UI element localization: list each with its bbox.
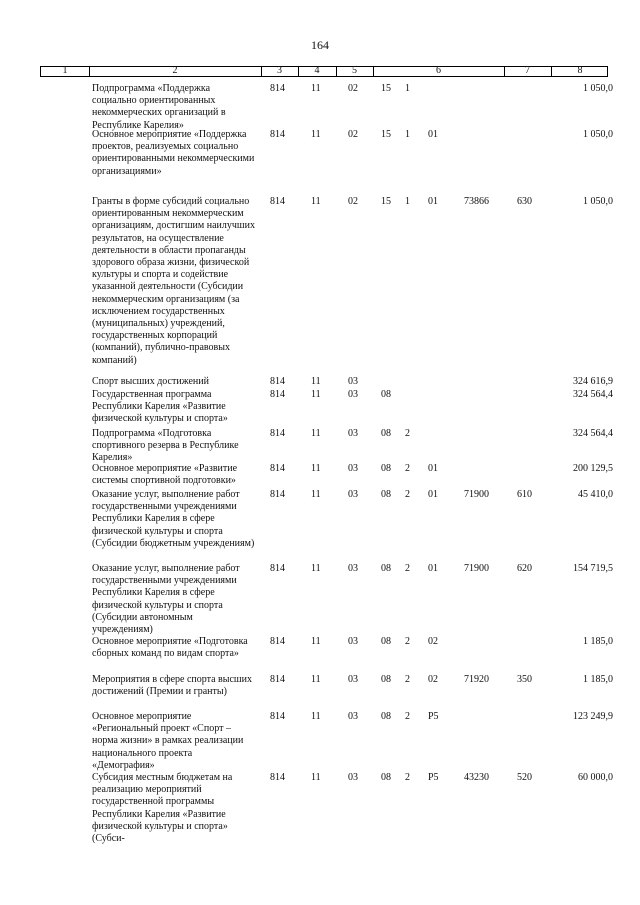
cell-cs: 73866 [464, 196, 489, 207]
page-number: 164 [311, 38, 329, 52]
cell-p3: P5 [428, 711, 439, 722]
cell-p2: 2 [405, 563, 410, 574]
cell-sum: 324 564,4 [573, 389, 613, 400]
cell-p1: 08 [381, 636, 391, 647]
cell-p2: 2 [405, 636, 410, 647]
cell-gr: 814 [270, 428, 285, 439]
cell-vr: 520 [517, 772, 532, 783]
cell-p1: 08 [381, 389, 391, 400]
cell-gr: 814 [270, 772, 285, 783]
cell-gr: 814 [270, 674, 285, 685]
cell-sum: 324 616,9 [573, 376, 613, 387]
cell-cs: 71900 [464, 489, 489, 500]
cell-p1: 08 [381, 463, 391, 474]
cell-pr: 03 [348, 389, 358, 400]
row-name: Основное мероприятие «Региональный проект «Спорт – норма жизни» в рамках реализации национального проекта «Демография» [92, 711, 244, 771]
cell-p1: 15 [381, 196, 391, 207]
row-name: Гранты в форме субсидий социально ориентированным некоммерческим организациям, достигшим наилучших результатов, на осуществление деятельности в области пропаганды здорового образа жизни, физической культуры и спорта и содействие указанной деятельности (Субсидии некоммерческим организациям (за исключением государственных (муниципальных) учреждений, государственных корпораций (компаний), публично-правовых компаний) [92, 196, 255, 366]
row-name: Оказание услуг, выполнение работ государственными учреждениями Республики Карелия в сфере физической культуры и спорта (Субсидии автономным учреждениям) [92, 563, 240, 636]
cell-p3: 01 [428, 563, 438, 574]
cell-p3: 01 [428, 489, 438, 500]
cell-pr: 03 [348, 376, 358, 387]
header-col-7: 7 [525, 65, 530, 76]
cell-pr: 02 [348, 83, 358, 94]
cell-p3: 01 [428, 196, 438, 207]
cell-sum: 123 249,9 [573, 711, 613, 722]
row-name: Основное мероприятие «Развитие системы спортивной подготовки» [92, 463, 238, 487]
cell-pr: 02 [348, 129, 358, 140]
cell-gr: 814 [270, 711, 285, 722]
cell-p2: 2 [405, 489, 410, 500]
row-name: Мероприятия в сфере спорта высших достижений (Премии и гранты) [92, 674, 252, 698]
cell-p1: 08 [381, 711, 391, 722]
cell-cs: 71900 [464, 563, 489, 574]
row-name: Основное мероприятие «Подготовка сборных команд по видам спорта» [92, 636, 248, 660]
cell-gr: 814 [270, 376, 285, 387]
header-col-6: 6 [436, 65, 441, 76]
header-col-4: 4 [314, 65, 320, 76]
cell-p2: 2 [405, 463, 410, 474]
cell-sum: 1 050,0 [583, 196, 613, 207]
cell-pr: 03 [348, 489, 358, 500]
cell-sum: 1 050,0 [583, 129, 613, 140]
header-col-1: 1 [62, 65, 68, 76]
row-name: Оказание услуг, выполнение работ государственными учреждениями Республики Карелия в сфере физической культуры и спорта (Субсидии бюджетным учреждениям) [92, 489, 255, 549]
cell-p2: 2 [405, 772, 410, 783]
cell-p2: 1 [405, 196, 410, 207]
cell-rz: 11 [311, 489, 321, 500]
cell-sum: 60 000,0 [578, 772, 613, 783]
row-name: Подпрограмма «Подготовка спортивного резерва в Республике Карелия» [92, 428, 239, 464]
cell-cs: 43230 [464, 772, 489, 783]
row-name: Подпрограмма «Поддержка социально ориентированных некоммерческих организаций в Республике Карелия» [92, 83, 226, 131]
cell-p2: 2 [405, 428, 410, 439]
cell-pr: 03 [348, 772, 358, 783]
header-col-8: 8 [577, 65, 583, 76]
cell-p1: 15 [381, 129, 391, 140]
cell-sum: 45 410,0 [578, 489, 613, 500]
cell-sum: 1 185,0 [583, 636, 613, 647]
cell-pr: 03 [348, 636, 358, 647]
cell-rz: 11 [311, 636, 321, 647]
cell-gr: 814 [270, 463, 285, 474]
cell-gr: 814 [270, 636, 285, 647]
cell-rz: 11 [311, 376, 321, 387]
cell-sum: 154 719,5 [573, 563, 613, 574]
cell-pr: 03 [348, 711, 358, 722]
cell-pr: 03 [348, 463, 358, 474]
cell-rz: 11 [311, 674, 321, 685]
cell-p3: 02 [428, 674, 438, 685]
cell-vr: 630 [517, 196, 532, 207]
cell-gr: 814 [270, 563, 285, 574]
row-name: Основное мероприятие «Поддержка проектов, реализуемых социально ориентированными некоммерческими организациями» [92, 129, 255, 177]
cell-rz: 11 [311, 196, 321, 207]
cell-p3: P5 [428, 772, 439, 783]
cell-cs: 71920 [464, 674, 489, 685]
cell-pr: 03 [348, 563, 358, 574]
cell-p3: 01 [428, 463, 438, 474]
row-name: Государственная программа Республики Карелия «Развитие физической культуры и спорта» [92, 389, 228, 425]
header-col-3: 3 [277, 65, 282, 76]
cell-p3: 02 [428, 636, 438, 647]
cell-gr: 814 [270, 129, 285, 140]
cell-gr: 814 [270, 389, 285, 400]
cell-sum: 1 050,0 [583, 83, 613, 94]
cell-pr: 03 [348, 428, 358, 439]
row-name: Субсидия местным бюджетам на реализацию мероприятий государственной программы Республики Карелия «Развитие физической культуры и спорта» (Субси- [92, 772, 233, 845]
cell-rz: 11 [311, 711, 321, 722]
cell-p1: 08 [381, 772, 391, 783]
header-col-2: 2 [172, 65, 178, 76]
cell-pr: 03 [348, 674, 358, 685]
cell-rz: 11 [311, 563, 321, 574]
cell-sum: 1 185,0 [583, 674, 613, 685]
cell-p1: 08 [381, 674, 391, 685]
cell-rz: 11 [311, 389, 321, 400]
cell-rz: 11 [311, 772, 321, 783]
cell-p2: 1 [405, 129, 410, 140]
cell-rz: 11 [311, 83, 321, 94]
cell-p1: 08 [381, 489, 391, 500]
cell-p2: 2 [405, 674, 410, 685]
cell-vr: 610 [517, 489, 532, 500]
cell-p3: 01 [428, 129, 438, 140]
cell-vr: 620 [517, 563, 532, 574]
row-name: Спорт высших достижений [92, 376, 209, 387]
cell-gr: 814 [270, 489, 285, 500]
header-col-5: 5 [352, 65, 357, 76]
cell-rz: 11 [311, 428, 321, 439]
cell-p1: 15 [381, 83, 391, 94]
cell-gr: 814 [270, 196, 285, 207]
cell-p2: 2 [405, 711, 410, 722]
cell-p2: 1 [405, 83, 410, 94]
cell-sum: 324 564,4 [573, 428, 613, 439]
cell-rz: 11 [311, 129, 321, 140]
cell-gr: 814 [270, 83, 285, 94]
cell-p1: 08 [381, 428, 391, 439]
cell-pr: 02 [348, 196, 358, 207]
cell-p1: 08 [381, 563, 391, 574]
cell-vr: 350 [517, 674, 532, 685]
cell-sum: 200 129,5 [573, 463, 613, 474]
cell-rz: 11 [311, 463, 321, 474]
